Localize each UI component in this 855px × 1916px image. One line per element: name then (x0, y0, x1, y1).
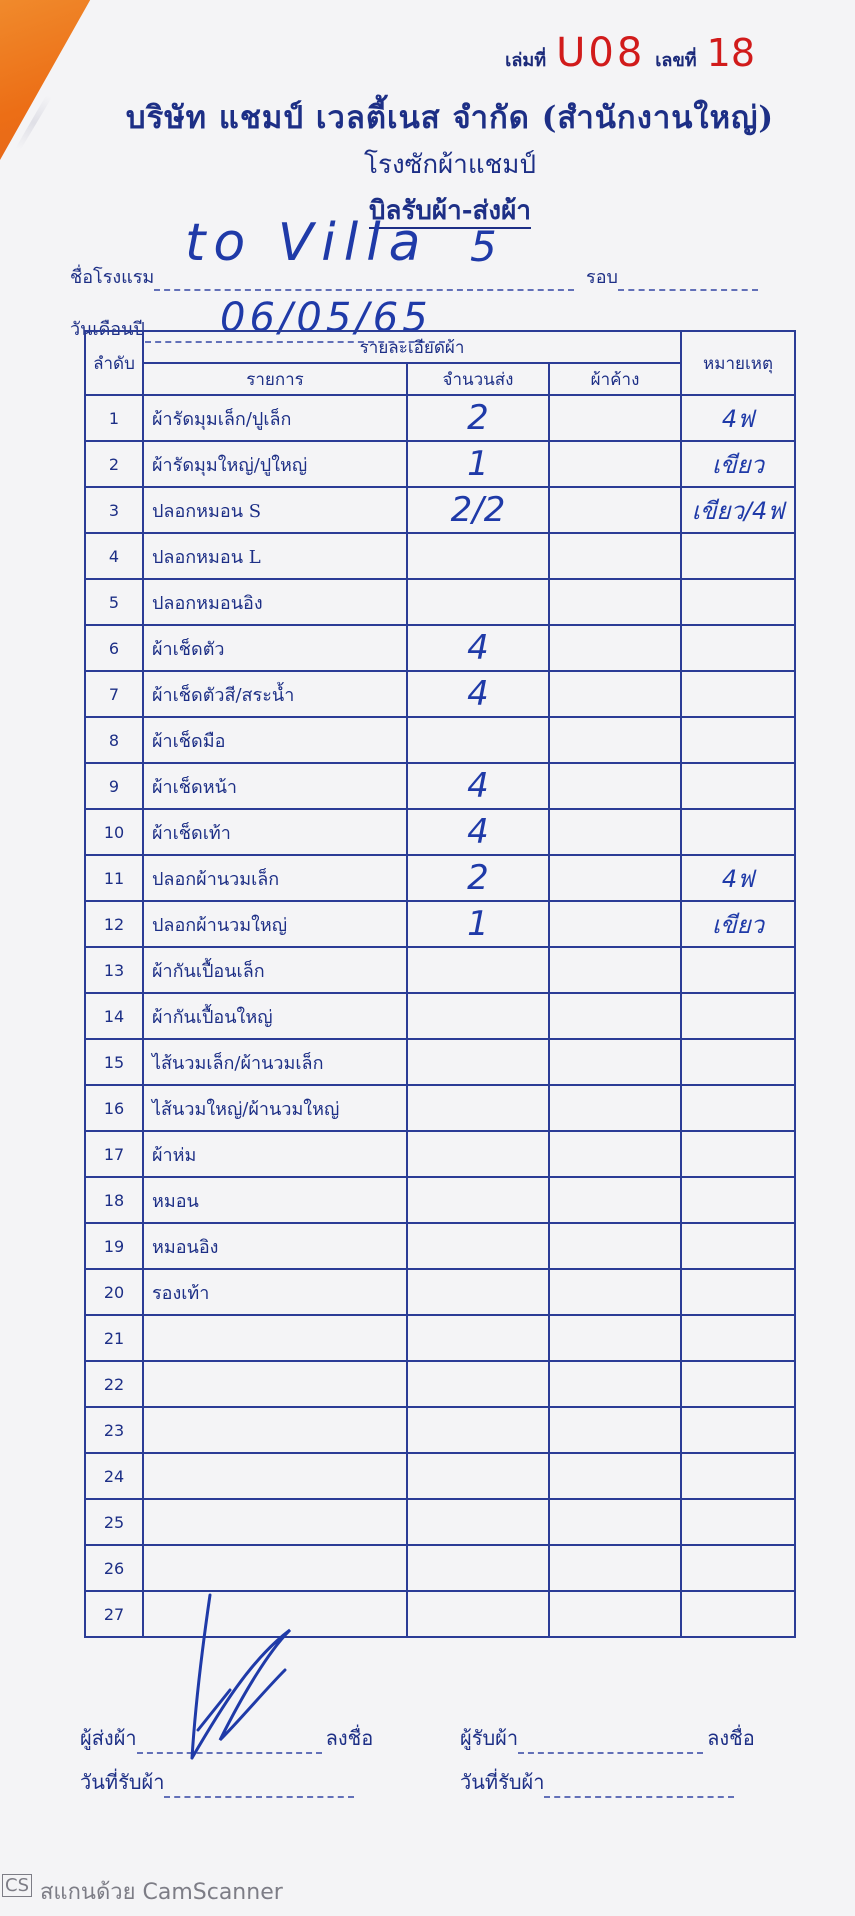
pending-cell (549, 1591, 681, 1637)
row-number-cell: 11 (85, 855, 143, 901)
note-cell (681, 1315, 795, 1361)
quantity-sent-cell (407, 993, 549, 1039)
quantity-sent-cell (407, 1269, 549, 1315)
table-row (85, 1039, 795, 1085)
pending-cell (549, 1269, 681, 1315)
factory-name: โรงซักผ้าแชมป์ (364, 150, 536, 180)
item-name-cell: ปลอกหมอน S (143, 487, 407, 533)
pending-cell (549, 441, 681, 487)
header-note: หมายเหตุ (681, 331, 795, 395)
note-cell: 4ฟ (681, 855, 795, 901)
receiver-signature-field (460, 1722, 755, 1754)
row-number-cell: 22 (85, 1361, 143, 1407)
row-number-cell: 12 (85, 901, 143, 947)
pending-cell (549, 395, 681, 441)
row-number-cell: 1 (85, 395, 143, 441)
book-number-block (505, 30, 755, 76)
camscanner-icon: CS (2, 1874, 32, 1897)
header-no: ลำดับ (85, 331, 143, 395)
handwritten-signature (190, 1590, 300, 1760)
note-cell (681, 1591, 795, 1637)
pending-cell (549, 993, 681, 1039)
date-label: วันเดือนปี (70, 319, 145, 340)
note-cell (681, 1453, 795, 1499)
quantity-sent-cell (407, 1591, 549, 1637)
pending-cell (549, 671, 681, 717)
quantity-sent-cell (407, 717, 549, 763)
quantity-sent-cell: 1 (407, 901, 549, 947)
table-row (85, 671, 795, 717)
orange-corner-decoration (0, 0, 98, 160)
pending-cell (549, 717, 681, 763)
quantity-sent-cell: 4 (407, 671, 549, 717)
hotel-dotted-line (154, 289, 574, 291)
quantity-sent-cell (407, 947, 549, 993)
receiver-date-field (460, 1766, 734, 1798)
note-cell (681, 533, 795, 579)
item-name-cell: ไส้นวมใหญ่/ผ้านวมใหญ่ (143, 1085, 407, 1131)
number-label: เลขที่ (655, 50, 697, 71)
table-row (85, 1499, 795, 1545)
quantity-sent-cell: 1 (407, 441, 549, 487)
item-name-cell (143, 1407, 407, 1453)
row-number-cell: 26 (85, 1545, 143, 1591)
table-row (85, 947, 795, 993)
table-row (85, 395, 795, 441)
header-qty: จำนวนส่ง (407, 363, 549, 395)
row-number-cell: 20 (85, 1269, 143, 1315)
pending-cell (549, 763, 681, 809)
item-name-cell (143, 1499, 407, 1545)
pending-cell (549, 579, 681, 625)
pending-cell (549, 487, 681, 533)
pending-cell (549, 947, 681, 993)
row-number-cell: 5 (85, 579, 143, 625)
row-number-cell: 18 (85, 1177, 143, 1223)
note-cell: เขียว (681, 441, 795, 487)
note-cell: เขียว/4ฟ (681, 487, 795, 533)
row-number-cell: 4 (85, 533, 143, 579)
pending-cell (549, 1361, 681, 1407)
quantity-sent-cell: 4 (407, 625, 549, 671)
item-name-cell: ปลอกหมอนอิง (143, 579, 407, 625)
header-item: รายการ (143, 363, 407, 395)
row-number-cell: 6 (85, 625, 143, 671)
quantity-sent-cell (407, 1499, 549, 1545)
book-label: เล่มที่ (505, 50, 547, 71)
bill-title-text: บิลรับผ้า-ส่งผ้า (369, 196, 531, 229)
pending-cell (549, 1223, 681, 1269)
table-row (85, 441, 795, 487)
note-cell (681, 1361, 795, 1407)
quantity-sent-cell (407, 1361, 549, 1407)
pending-cell (549, 1039, 681, 1085)
table-row (85, 1453, 795, 1499)
note-cell: 4ฟ (681, 395, 795, 441)
pending-cell (549, 1545, 681, 1591)
pending-cell (549, 855, 681, 901)
table-row (85, 1269, 795, 1315)
laundry-items-table (84, 330, 796, 1638)
sender-date-label: วันที่รับผ้า (80, 1770, 165, 1794)
note-cell (681, 1407, 795, 1453)
company-name: บริษัท แชมป์ เวลตี้เนส จำกัด (สำนักงานใหญ่) (125, 100, 775, 136)
receiver-label: ผู้รับผ้า (460, 1726, 519, 1750)
note-cell (681, 763, 795, 809)
quantity-sent-cell (407, 1453, 549, 1499)
row-number-cell: 7 (85, 671, 143, 717)
pending-cell (549, 1499, 681, 1545)
pending-cell (549, 1315, 681, 1361)
sender-sign-label: ลงชื่อ (325, 1726, 374, 1750)
quantity-sent-cell (407, 1315, 549, 1361)
row-number-cell: 17 (85, 1131, 143, 1177)
quantity-sent-cell (407, 579, 549, 625)
pending-cell (549, 1085, 681, 1131)
item-name-cell: ผ้ากันเปื้อนใหญ่ (143, 993, 407, 1039)
table-row (85, 579, 795, 625)
sender-date-dotted-line (164, 1796, 354, 1798)
note-cell (681, 1039, 795, 1085)
table-row (85, 487, 795, 533)
item-name-cell: ผ้าเช็ดเท้า (143, 809, 407, 855)
row-number-cell: 13 (85, 947, 143, 993)
sender-label: ผู้ส่งผ้า (80, 1726, 137, 1750)
note-cell (681, 579, 795, 625)
item-name-cell: ไส้นวมเล็ก/ผ้านวมเล็ก (143, 1039, 407, 1085)
item-name-cell: ผ้าเช็ดตัว (143, 625, 407, 671)
item-name-cell: ปลอกผ้านวมใหญ่ (143, 901, 407, 947)
quantity-sent-cell: 4 (407, 763, 549, 809)
row-number-cell: 2 (85, 441, 143, 487)
row-number-cell: 14 (85, 993, 143, 1039)
note-cell (681, 1545, 795, 1591)
quantity-sent-cell (407, 1223, 549, 1269)
item-name-cell (143, 1361, 407, 1407)
header-detail: รายละเอียดผ้า (143, 331, 681, 363)
row-number-cell: 24 (85, 1453, 143, 1499)
table-row (85, 1545, 795, 1591)
item-name-cell (143, 1545, 407, 1591)
pending-cell (549, 1453, 681, 1499)
pending-cell (549, 625, 681, 671)
item-name-cell: ผ้าเช็ดตัวสี/สระน้ำ (143, 671, 407, 717)
note-cell (681, 809, 795, 855)
quantity-sent-cell (407, 1407, 549, 1453)
note-cell (681, 1131, 795, 1177)
bill-number: 18 (706, 31, 755, 75)
table-row (85, 533, 795, 579)
quantity-sent-cell (407, 1131, 549, 1177)
note-cell (681, 1177, 795, 1223)
quantity-sent-cell (407, 1085, 549, 1131)
receiver-date-label: วันที่รับผ้า (460, 1770, 545, 1794)
book-number: U08 (556, 30, 646, 76)
row-number-cell: 8 (85, 717, 143, 763)
table-row (85, 1085, 795, 1131)
pending-cell (549, 1177, 681, 1223)
quantity-sent-cell: 2/2 (407, 487, 549, 533)
quantity-sent-cell: 2 (407, 855, 549, 901)
receiver-date-dotted-line (544, 1796, 734, 1798)
note-cell (681, 671, 795, 717)
camscanner-text: สแกนด้วย CamScanner (40, 1880, 283, 1905)
pending-cell (549, 901, 681, 947)
quantity-sent-cell (407, 533, 549, 579)
quantity-sent-cell: 4 (407, 809, 549, 855)
table-row (85, 993, 795, 1039)
pending-cell (549, 533, 681, 579)
quantity-sent-cell: 2 (407, 395, 549, 441)
item-name-cell: หมอนอิง (143, 1223, 407, 1269)
item-name-cell: หมอน (143, 1177, 407, 1223)
sender-date-field (80, 1766, 354, 1798)
hotel-handwritten: to Villa (185, 213, 429, 273)
receiver-dotted-line (518, 1752, 703, 1754)
row-number-cell: 21 (85, 1315, 143, 1361)
quantity-sent-cell (407, 1039, 549, 1085)
pending-cell (549, 809, 681, 855)
receiver-sign-label: ลงชื่อ (707, 1726, 755, 1750)
date-handwritten: 06/05/65 (220, 295, 432, 341)
item-name-cell: ผ้ารัดมุมใหญ่/ปูใหญ่ (143, 441, 407, 487)
note-cell (681, 947, 795, 993)
item-name-cell: ผ้าห่ม (143, 1131, 407, 1177)
table-row (85, 1177, 795, 1223)
note-cell (681, 717, 795, 763)
hotel-label: ชื่อโรงแรม (70, 267, 155, 288)
note-cell (681, 1085, 795, 1131)
row-number-cell: 19 (85, 1223, 143, 1269)
item-name-cell: ผ้ารัดมุมเล็ก/ปูเล็ก (143, 395, 407, 441)
item-name-cell: ผ้าเช็ดมือ (143, 717, 407, 763)
header-pending: ผ้าค้าง (549, 363, 681, 395)
row-number-cell: 3 (85, 487, 143, 533)
table-row (85, 1407, 795, 1453)
pending-cell (549, 1131, 681, 1177)
row-number-cell: 27 (85, 1591, 143, 1637)
table-row (85, 625, 795, 671)
round-dotted-line (618, 289, 758, 291)
table-row (85, 809, 795, 855)
pending-cell (549, 1407, 681, 1453)
note-cell (681, 1499, 795, 1545)
item-name-cell (143, 1315, 407, 1361)
note-cell (681, 625, 795, 671)
item-name-cell: ผ้ากันเปื้อนเล็ก (143, 947, 407, 993)
table-row (85, 1223, 795, 1269)
table-row (85, 763, 795, 809)
note-cell (681, 1223, 795, 1269)
item-name-cell (143, 1453, 407, 1499)
item-name-cell: ปลอกผ้านวมเล็ก (143, 855, 407, 901)
table-header-row-1 (85, 331, 795, 363)
note-cell (681, 993, 795, 1039)
table-row (85, 1315, 795, 1361)
hotel-handwritten-number: 5 (470, 222, 497, 271)
row-number-cell: 9 (85, 763, 143, 809)
row-number-cell: 10 (85, 809, 143, 855)
row-number-cell: 23 (85, 1407, 143, 1453)
item-name-cell: ผ้าเช็ดหน้า (143, 763, 407, 809)
quantity-sent-cell (407, 1545, 549, 1591)
note-cell: เขียว (681, 901, 795, 947)
table-row (85, 855, 795, 901)
round-label: รอบ (586, 267, 618, 288)
row-number-cell: 16 (85, 1085, 143, 1131)
row-number-cell: 25 (85, 1499, 143, 1545)
table-row (85, 1361, 795, 1407)
table-row (85, 717, 795, 763)
row-number-cell: 15 (85, 1039, 143, 1085)
quantity-sent-cell (407, 1177, 549, 1223)
item-name-cell: รองเท้า (143, 1269, 407, 1315)
item-name-cell: ปลอกหมอน L (143, 533, 407, 579)
table-row (85, 1131, 795, 1177)
note-cell (681, 1269, 795, 1315)
scanner-watermark (0, 1856, 855, 1916)
table-row (85, 901, 795, 947)
